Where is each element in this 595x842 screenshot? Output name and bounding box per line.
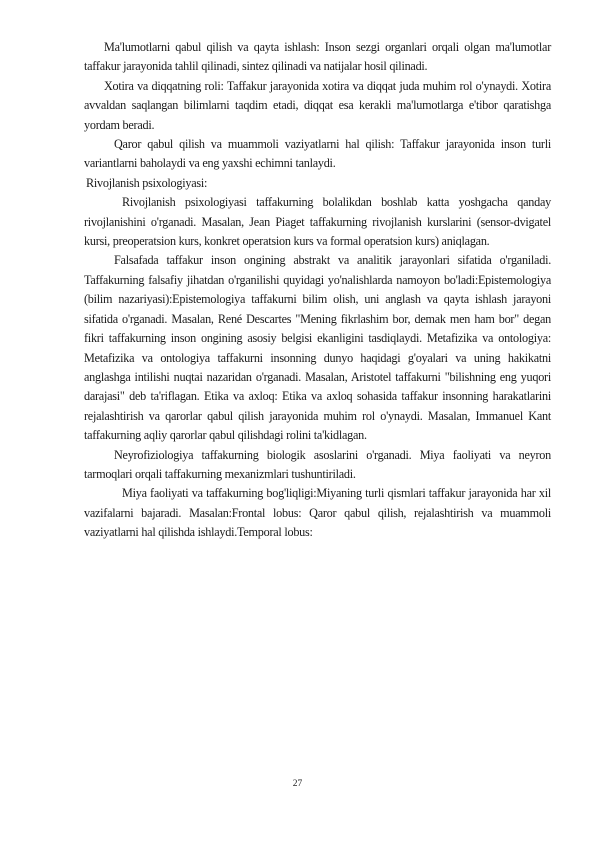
paragraph-development-psychology: Rivojlanish psixologiyasi taffakurning bolalikdan boshlab katta yoshgacha qanday rivojlanishini o'rganadi. Masalan, Jean Piaget taffakurning rivojlanish kurslarini (sensor-dvigatel kursi, preoperatsion kurs, konkret operatsion kurs va formal operatsion kurs) aniqlagan.	[84, 195, 551, 249]
paragraph-decision-making: Qaror qabul qilish va muammoli vaziyatlarni hal qilish: Taffakur jarayonida inson turli variantlarni baholaydi va eng yaxshi echimni tanlaydi.	[84, 137, 551, 171]
paragraph-info-processing: Ma'lumotlarni qabul qilish va qayta ishlash: Inson sezgi organlari orqali olgan ma'lumotlar taffakur jarayonida tahlil qilinadi, sintez qilinadi va natijalar hosil qilinadi.	[84, 40, 551, 74]
section-heading-development: Rivojlanish psixologiyasi:	[86, 175, 208, 190]
paragraph-memory-attention: Xotira va diqqatning roli: Taffakur jarayonida xotira va diqqat juda muhim rol o'ynaydi. Xotira avvaldan saqlangan bilimlarni taqdim etadi, diqqat esa kerakli ma'lumotlarga e'tibor qaratishga yordam beradi.	[84, 78, 551, 132]
paragraph-philosophy: Falsafada taffakur inson ongining abstrakt va analitik jarayonlari sifatida o'rganiladi. Taffakurning falsafiy jihatdan o'rganilishi quyidagi yo'nalishlarda namoyon bo'ladi:Epistemologiya (bilim nazariyasi):Epistemologiya taffakurni bilim olish, uni anglash va qayta ishlash jarayoni sifatida o'rganadi. Masalan, René Descartes "Mening fikrlashim bor, demak men ham bor" degan fikri taffakurning inson ongining asosiy belgisi ekanligini tasdiqlaydi. Metafizika va ontologiya: Metafizika va ontologiya taffakurni insonning dunyo haqidagi g'oyalari va uning hakikatni anglashga intilishi nuqtai nazaridan o'rganadi. Masalan, Aristotel taffakurni "bilishning eng yuqori darajasi" deb ta'riflagan. Etika va axloq: Etika va axloq sohasida taffakur insonning harakatlarini rejalashtirish va qarorlar qabul qilish jarayonida muhim rol o'ynaydi. Masalan, Immanuel Kant taffakurning aqliy qarorlar qabul qilishdagi rolini ta'kidlagan.	[84, 253, 551, 443]
text-body	[84, 38, 551, 543]
paragraph-brain-activity: Miya faoliyati va taffakurning bog'liqligi:Miyaning turli qismlari taffakur jarayonida har xil vazifalarni bajaradi. Masalan:Frontal lobus: Qaror qabul qilish, rejalashtirish va muammoli vaziyatlarni hal qilishda ishlaydi.Temporal lobus:	[84, 486, 551, 540]
paragraph-neurophysiology: Neyrofiziologiya taffakurning biologik asoslarini o'rganadi. Miya faoliyati va neyron tarmoqlari orqali taffakurning mexanizmlari tushuntiriladi.	[84, 447, 551, 481]
page-number: 27	[292, 779, 303, 789]
